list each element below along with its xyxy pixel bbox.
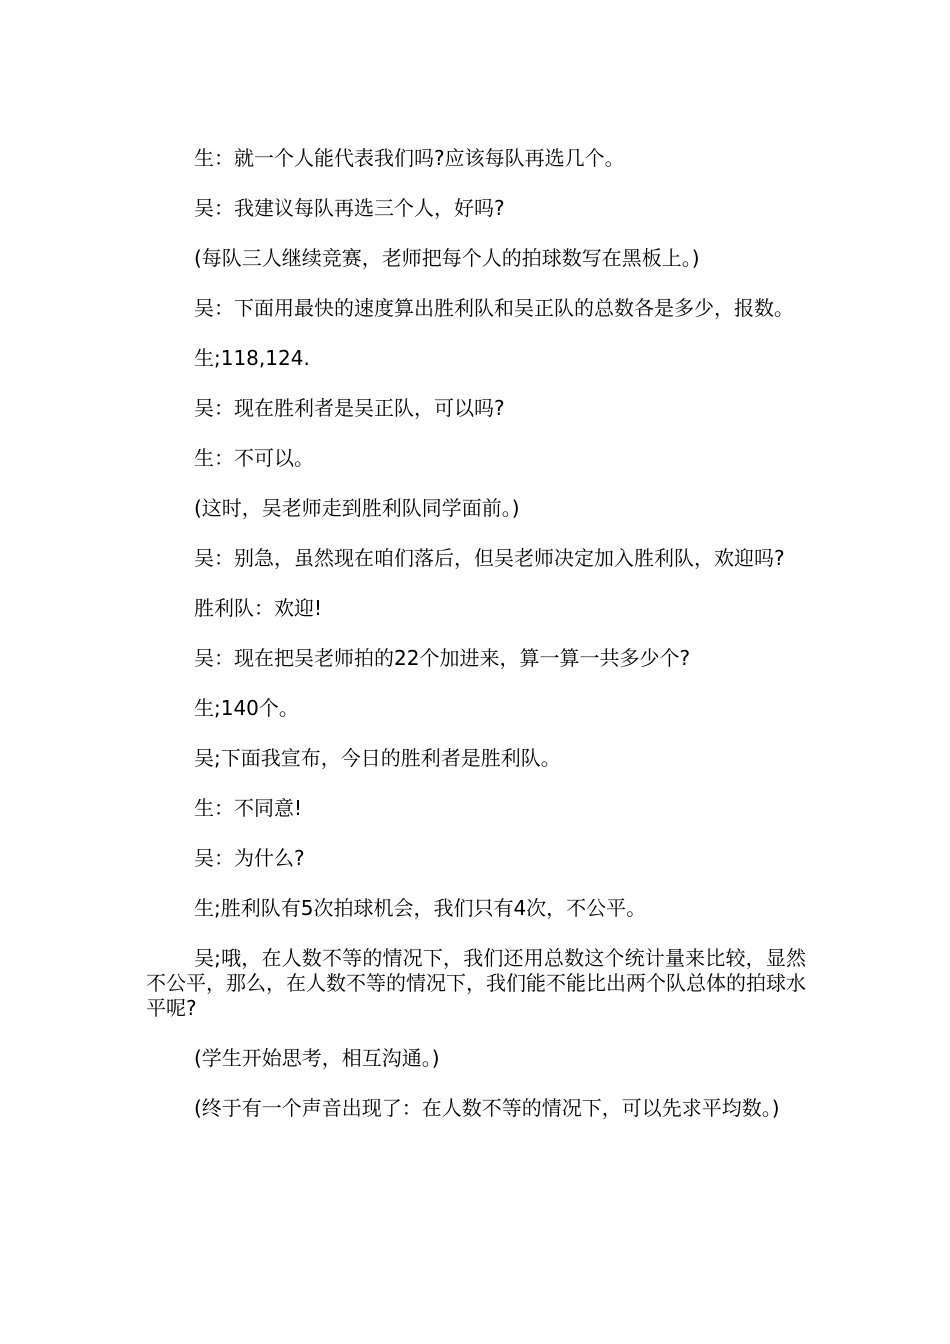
paragraph: 吴;哦，在人数不等的情况下，我们还用总数这个统计量来比较，显然不公平，那么，在人数不等的情况下，我们能不能比出两个队总体的拍球水平呢? (146, 946, 806, 1020)
paragraph: 吴：现在胜利者是吴正队，可以吗? (194, 396, 505, 420)
paragraph: 生;140个。 (194, 696, 299, 720)
paragraph: 吴：为什么? (194, 846, 305, 870)
paragraph: (这时，吴老师走到胜利队同学面前。) (194, 496, 520, 520)
paragraph: 吴;下面我宣布，今日的胜利者是胜利队。 (194, 746, 561, 770)
paragraph: 生：就一个人能代表我们吗?应该每队再选几个。 (194, 146, 625, 170)
paragraph: (每队三人继续竞赛，老师把每个人的拍球数写在黑板上。) (194, 246, 700, 270)
paragraph: (学生开始思考，相互沟通。) (194, 1046, 440, 1070)
paragraph: (终于有一个声音出现了：在人数不等的情况下，可以先求平均数。) (194, 1096, 780, 1120)
paragraph: 胜利队：欢迎! (194, 596, 323, 620)
paragraph: 生;118,124. (194, 346, 310, 370)
paragraph: 吴：我建议每队再选三个人，好吗? (194, 196, 505, 220)
paragraph: 生;胜利队有5次拍球机会，我们只有4次，不公平。 (194, 896, 647, 920)
paragraph: 吴：现在把吴老师拍的22个加进来，算一算一共多少个? (194, 646, 691, 670)
document-body (146, 146, 806, 1146)
paragraph: 生：不同意! (194, 796, 303, 820)
paragraph: 生：不可以。 (194, 446, 314, 470)
paragraph: 吴：别急，虽然现在咱们落后，但吴老师决定加入胜利队，欢迎吗? (194, 546, 785, 570)
paragraph: 吴：下面用最快的速度算出胜利队和吴正队的总数各是多少，报数。 (194, 296, 794, 320)
